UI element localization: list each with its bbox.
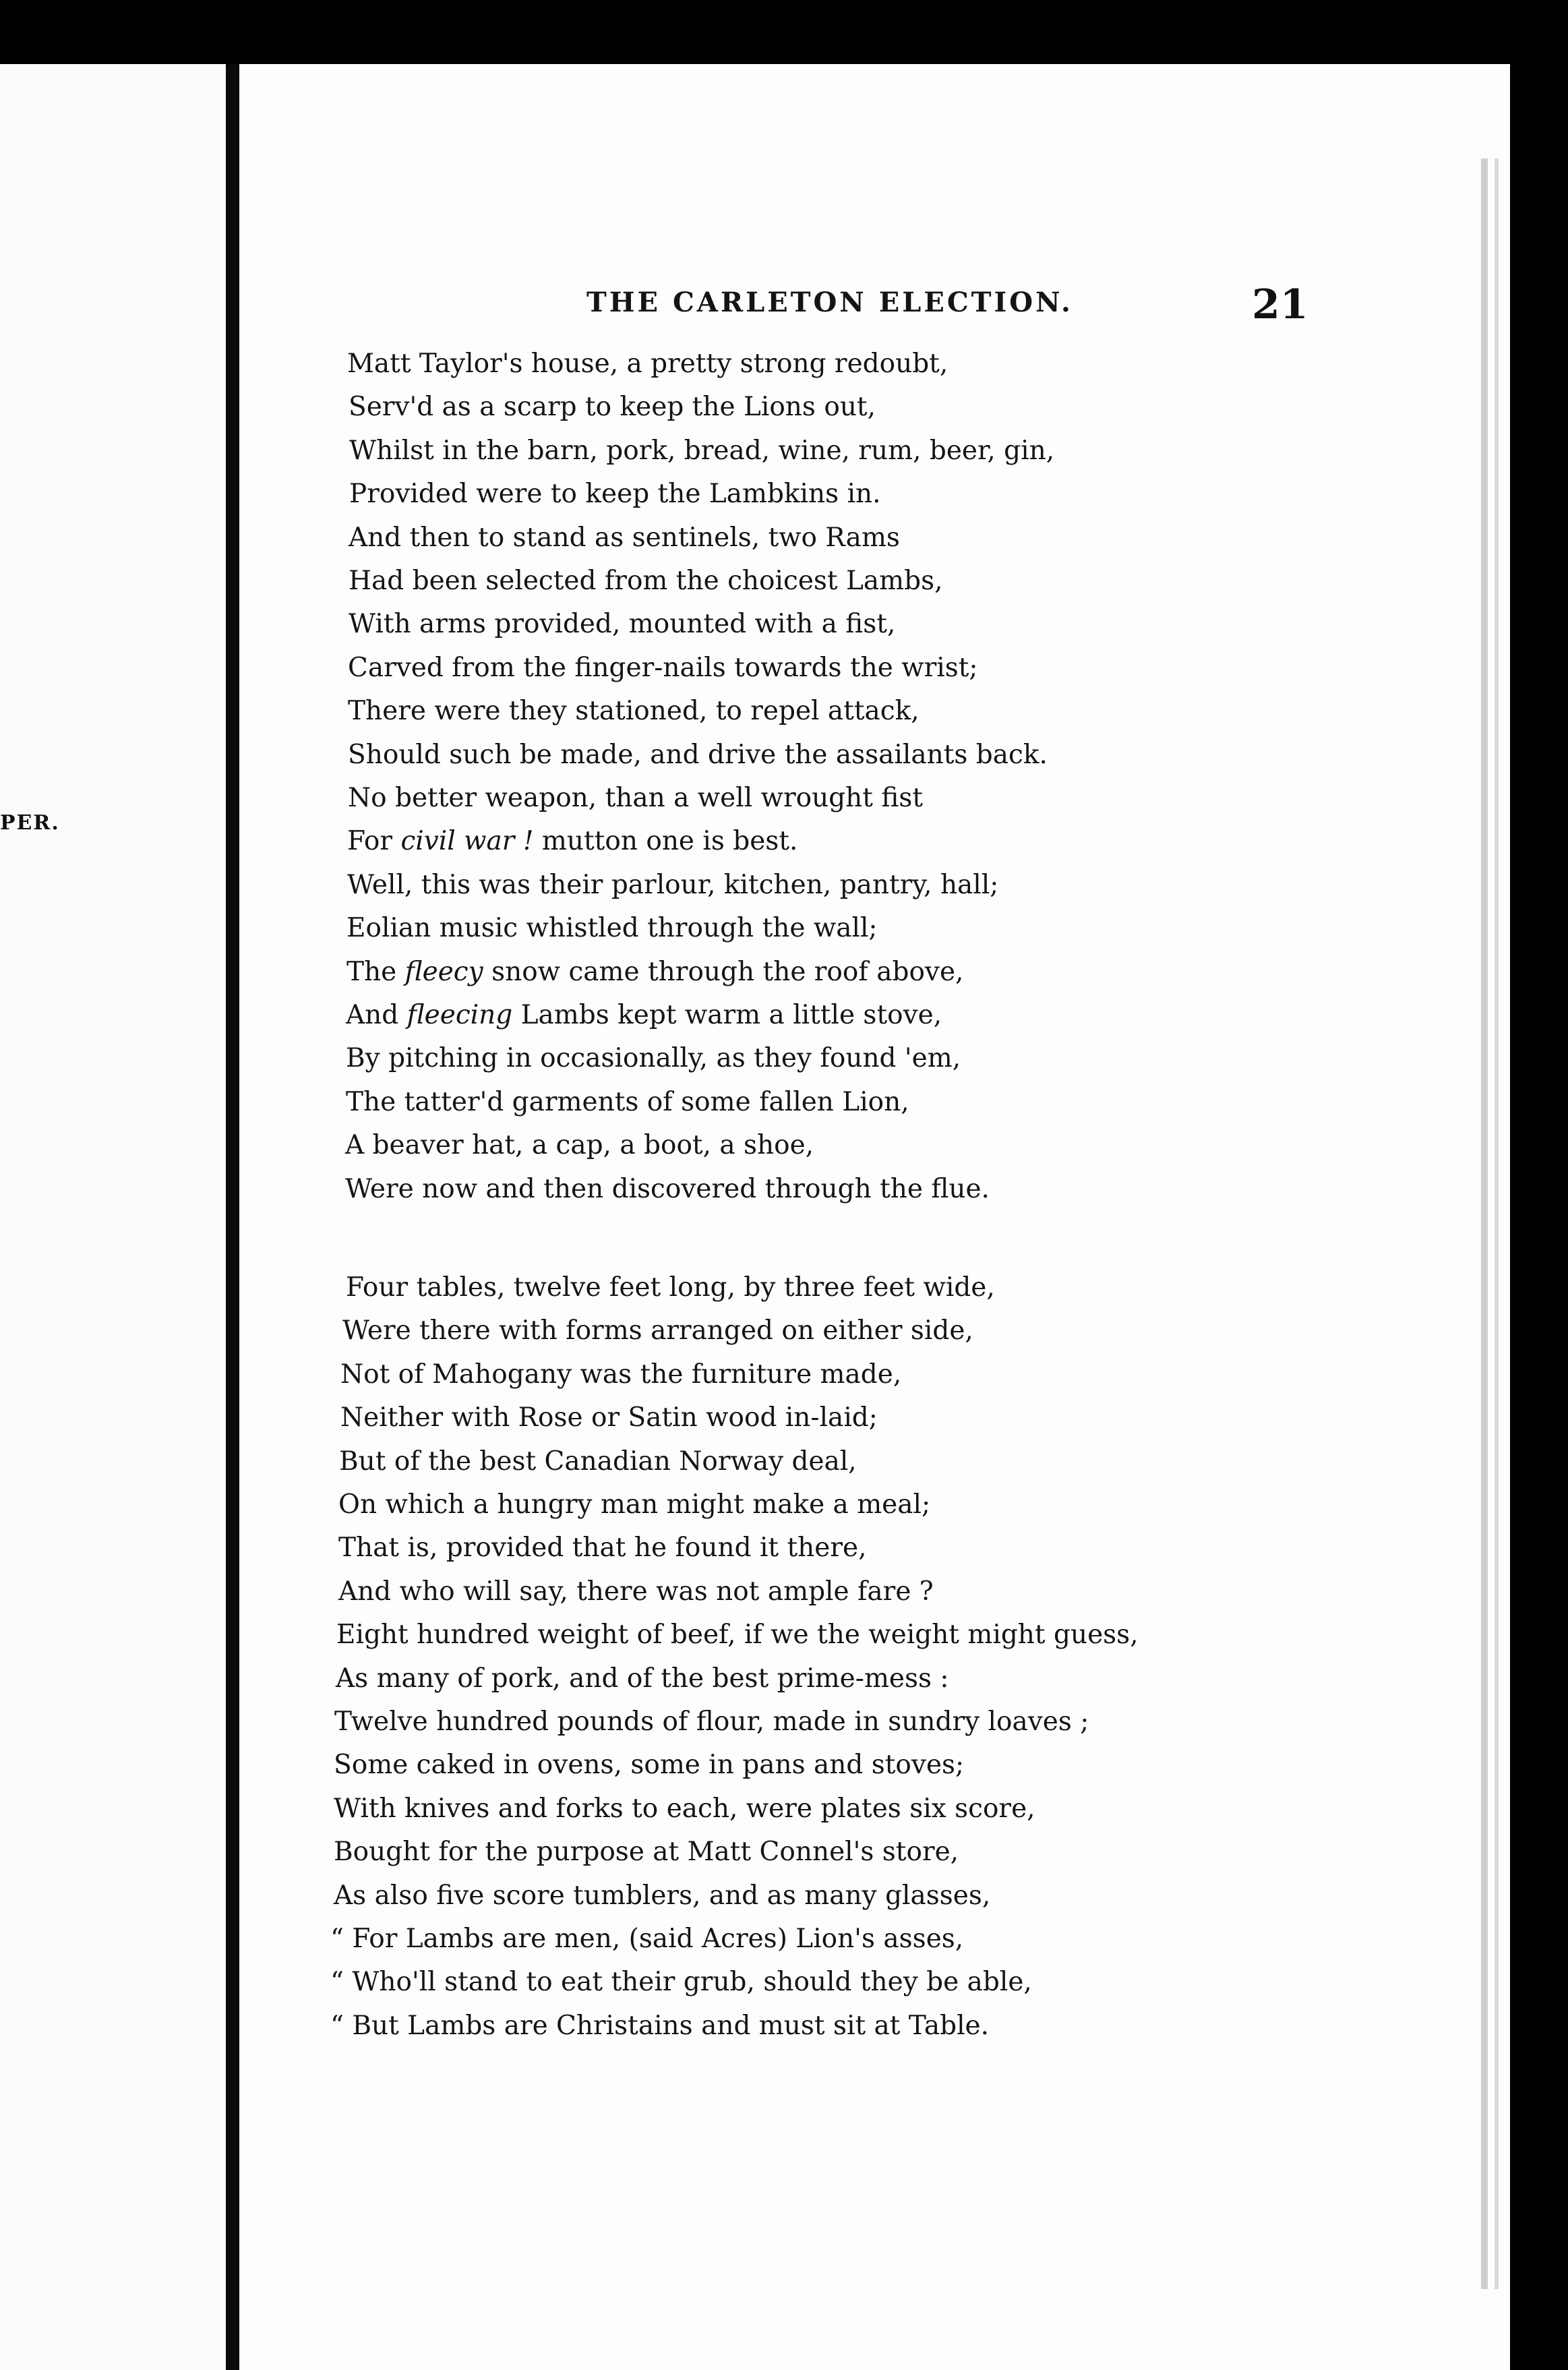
- line-text: For: [347, 826, 401, 857]
- poem-line: As many of pork, and of the best prime-mess :: [336, 1663, 949, 1694]
- poem-line: Bought for the purpose at Matt Connel's store,: [334, 1837, 959, 1868]
- poem-line: With arms provided, mounted with a fist,: [349, 609, 896, 640]
- italic-phrase: civil war !: [400, 826, 534, 857]
- facing-page: [0, 64, 226, 2370]
- poem-line: Serv'd as a scarp to keep the Lions out,: [349, 392, 876, 423]
- poem-line: Eight hundred weight of beef, if we the weight might guess,: [336, 1620, 1139, 1651]
- line-text: Lambs kept warm a little stove,: [512, 1000, 942, 1030]
- poem-line: “ Who'll stand to eat their grub, should they be able,: [330, 1967, 1032, 1998]
- poem-line: Carved from the finger-nails towards the wrist;: [348, 652, 978, 683]
- poem-line: With knives and forks to each, were plates six score,: [334, 1793, 1035, 1824]
- poem-line: And then to stand as sentinels, two Rams: [349, 522, 900, 553]
- poem-line: Not of Mahogany was the furniture made,: [340, 1359, 902, 1390]
- poem-line: Eolian music whistled through the wall;: [346, 913, 878, 944]
- italic-phrase: fleecing: [406, 1000, 513, 1030]
- poem-line: Whilst in the barn, pork, bread, wine, rum, beer, gin,: [349, 435, 1055, 466]
- poem-line: Were now and then discovered through the flue.: [345, 1173, 990, 1204]
- poem-line: Four tables, twelve feet long, by three feet wide,: [346, 1272, 995, 1303]
- poem-line: No better weapon, than a well wrought fist: [348, 783, 924, 813]
- poem-line: Should such be made, and drive the assailants back.: [348, 739, 1048, 770]
- running-header: THE CARLETON ELECTION.: [586, 287, 1073, 318]
- line-text: And: [346, 1000, 407, 1030]
- poem-line: Provided were to keep the Lambkins in.: [349, 479, 881, 510]
- line-text: snow came through the roof above,: [483, 956, 964, 987]
- poem-line: The tatter'd garments of some fallen Lion,: [346, 1086, 909, 1117]
- poem-line: Had been selected from the choicest Lambs,: [349, 566, 943, 596]
- line-text: The: [346, 956, 405, 987]
- poem-line: Matt Taylor's house, a pretty strong redoubt,: [347, 349, 948, 379]
- poem-line: But of the best Canadian Norway deal,: [339, 1446, 857, 1477]
- poem-line: On which a hungry man might make a meal;: [338, 1489, 931, 1520]
- book-gutter: [226, 64, 239, 2370]
- poem-line: There were they stationed, to repel attack,: [348, 696, 919, 727]
- poem-line: Neither with Rose or Satin wood in-laid;: [340, 1402, 878, 1433]
- poem-line: As also five score tumblers, and as many glasses,: [334, 1880, 991, 1911]
- poem-line: “ For Lambs are men, (said Acres) Lion's asses,: [330, 1924, 964, 1954]
- page-number: 21: [1252, 281, 1308, 328]
- poem-body: [239, 64, 1510, 2370]
- poem-line: A beaver hat, a cap, a boot, a shoe,: [345, 1130, 814, 1161]
- italic-phrase: fleecy: [404, 956, 483, 987]
- line-text: mutton one is best.: [533, 826, 798, 857]
- poem-line: That is, provided that he found it there,: [338, 1533, 867, 1564]
- poem-line: Some caked in ovens, some in pans and stoves;: [334, 1750, 965, 1781]
- poem-line: [346, 956, 964, 987]
- facing-page-edge-text: PER.: [0, 811, 60, 835]
- poem-line: “ But Lambs are Christains and must sit at Table.: [330, 2010, 990, 2041]
- poem-line: Well, this was their parlour, kitchen, pantry, hall;: [347, 869, 999, 900]
- book-page: [239, 64, 1510, 2370]
- poem-line: And who will say, there was not ample fare ?: [338, 1576, 934, 1607]
- poem-line: Were there with forms arranged on either side,: [342, 1315, 973, 1346]
- poem-line: [346, 1002, 942, 1028]
- poem-line: [347, 826, 798, 857]
- poem-line: By pitching in occasionally, as they found 'em,: [346, 1043, 961, 1074]
- poem-line: Twelve hundred pounds of flour, made in sundry loaves ;: [334, 1707, 1089, 1737]
